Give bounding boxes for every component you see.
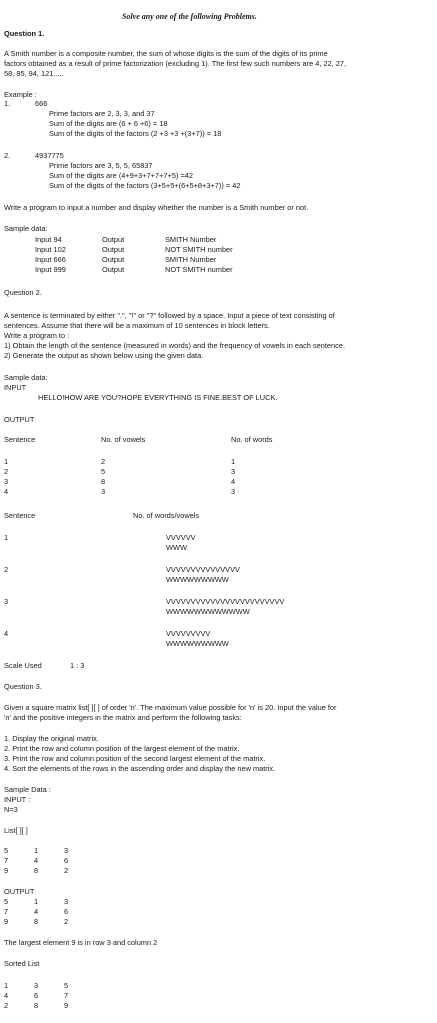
q1-title: Question 1.: [4, 29, 45, 38]
example-line: Sum of the digits of the factors (2 +3 +3 +(3+7)) = 18: [49, 129, 222, 138]
matrix-cell: 2: [64, 866, 69, 875]
matrix-cell: 9: [64, 1001, 69, 1010]
example-value: 666: [35, 99, 48, 108]
q2-input-text: HELLO!HOW ARE YOU?HOPE EVERYTHING IS FINE.BEST OF LUCK.: [38, 393, 278, 402]
q3-list-label: List[ ][ ]: [4, 826, 28, 835]
q3-intro-line: Given a square matrix list[ ][ ] of order 'n'. The maximum value possible for 'n' is 20. Input the value for: [4, 703, 337, 712]
matrix-cell: 4: [4, 991, 9, 1000]
matrix-cell: 4: [34, 907, 39, 916]
vowel-bar: VVVVVVVVVVVVVVVVVVVVVVVV: [166, 597, 285, 606]
q3-task: 3. Print the row and column position of the second largest element of the matrix.: [4, 754, 266, 763]
q3-input-label: INPUT :: [4, 795, 31, 804]
matrix-cell: 6: [34, 991, 39, 1000]
matrix-cell: 3: [64, 846, 69, 855]
matrix-cell: 5: [4, 897, 9, 906]
q2-sample-label: Sample data:: [4, 373, 48, 382]
matrix-cell: 8: [34, 917, 39, 926]
example-line: Sum of the digits are (4+9+3+7+7+7+5) =42: [49, 171, 194, 180]
sample-output-label: Output: [102, 245, 125, 254]
example-line: Sum of the digits are (6 + 6 +6) = 18: [49, 119, 168, 128]
table-header: Sentence: [4, 435, 36, 444]
q1-intro-line: factors obtained as a result of prime factorization (excluding 1). The first few such numbers are 4, 22, 27,: [4, 59, 347, 68]
vowel-bar: VVVVVVVVV: [166, 629, 211, 638]
q1-intro-line: 58, 85, 94, 121.....: [4, 69, 64, 78]
q3-n-line: N=3: [4, 805, 18, 814]
table-header: No. of words: [231, 435, 273, 444]
q3-largest-text: The largest element 9 is in row 3 and column 2: [4, 938, 158, 947]
q2-output-label: OUTPUT: [4, 415, 35, 424]
page-header: Solve any one of the following Problems.: [122, 12, 257, 21]
matrix-cell: 5: [64, 981, 69, 990]
word-bar: WWW: [166, 543, 187, 552]
example-line: Prime factors are 3, 5, 5, 65837: [49, 161, 153, 170]
example-number: 1.: [4, 99, 11, 108]
table-cell: 3: [4, 477, 9, 486]
example-number: 2.: [4, 151, 11, 160]
sample-input: Input 94: [35, 235, 62, 244]
chart-row-number: 1: [4, 533, 9, 542]
matrix-cell: 3: [64, 897, 69, 906]
q2-intro-line: sentences. Assume that there will be a maximum of 10 sentences in block letters.: [4, 321, 270, 330]
matrix-cell: 9: [4, 866, 9, 875]
matrix-cell: 4: [34, 856, 39, 865]
q2-intro-line: 2) Generate the output as shown below using the given data.: [4, 351, 204, 360]
word-bar: WWWWWWWWW: [166, 575, 229, 584]
matrix-cell: 2: [4, 1001, 9, 1010]
table-cell: 1: [231, 457, 236, 466]
sample-output-value: SMITH Number: [165, 235, 217, 244]
sample-input: Input 666: [35, 255, 66, 264]
table-cell: 2: [101, 457, 106, 466]
matrix-cell: 1: [34, 897, 39, 906]
table-cell: 1: [4, 457, 9, 466]
example-line: Sum of the digits of the factors (3+5+5+(6+5+8+3+7)) = 42: [49, 181, 241, 190]
sample-output-value: NOT SMITH number: [165, 265, 233, 274]
q2-input-label: INPUT: [4, 383, 27, 392]
matrix-cell: 2: [64, 917, 69, 926]
q1-task: Write a program to input a number and display whether the number is a Smith number or not.: [4, 203, 309, 212]
q3-task: 1. Display the original matrix.: [4, 734, 99, 743]
chart-row-number: 2: [4, 565, 9, 574]
matrix-cell: 7: [4, 856, 9, 865]
matrix-cell: 8: [34, 866, 39, 875]
sample-output-value: NOT SMITH number: [165, 245, 233, 254]
table-cell: 4: [231, 477, 236, 486]
table-cell: 3: [101, 487, 106, 496]
matrix-cell: 3: [34, 981, 39, 990]
scale-value: 1 : 3: [70, 661, 85, 670]
matrix-cell: 7: [64, 991, 69, 1000]
matrix-cell: 6: [64, 856, 69, 865]
example-line: Prime factors are 2, 3, 3, and 37: [49, 109, 155, 118]
table-cell: 5: [101, 467, 106, 476]
word-bar: WWWWWWWWWWWW: [166, 607, 250, 616]
vowel-bar: VVVVVV: [166, 533, 196, 542]
chart-header: Sentence: [4, 511, 36, 520]
table-cell: 4: [4, 487, 9, 496]
matrix-cell: 5: [4, 846, 9, 855]
q2-intro-line: Write a program to :: [4, 331, 70, 340]
q3-task: 2. Print the row and column position of the largest element of the matrix.: [4, 744, 240, 753]
q3-intro-line: 'n' and the positive integers in the matrix and perform the following tasks:: [4, 713, 242, 722]
q3-title: Question 3.: [4, 682, 42, 691]
sample-output-label: Output: [102, 235, 125, 244]
q2-title: Question 2.: [4, 288, 42, 297]
example-value: 4937775: [35, 151, 64, 160]
table-cell: 3: [231, 487, 236, 496]
word-bar: WWWWWWWWW: [166, 639, 229, 648]
sample-input: Input 999: [35, 265, 66, 274]
matrix-cell: 1: [4, 981, 9, 990]
sample-output-label: Output: [102, 265, 125, 274]
matrix-cell: 9: [4, 917, 9, 926]
q1-intro-line: A Smith number is a composite number, the sum of whose digits is the sum of the digits of its prime: [4, 49, 328, 58]
q3-sample-label: Sample Data :: [4, 785, 51, 794]
q3-sorted-label: Sorted List: [4, 959, 40, 968]
table-cell: 3: [231, 467, 236, 476]
q2-intro-line: A sentence is terminated by either ".", "!" or "?" followed by a space. Input a piece of text consisting of: [4, 311, 335, 320]
table-cell: 2: [4, 467, 9, 476]
sample-output-value: SMITH Number: [165, 255, 217, 264]
matrix-cell: 6: [64, 907, 69, 916]
q3-output-label: OUTPUT: [4, 887, 35, 896]
vowel-bar: VVVVVVVVVVVVVVV: [166, 565, 240, 574]
chart-header: No. of words/vowels: [133, 511, 200, 520]
sample-input: Input 102: [35, 245, 66, 254]
scale-label: Scale Used: [4, 661, 42, 670]
q3-task: 4. Sort the elements of the rows in the ascending order and display the new matrix.: [4, 764, 276, 773]
table-cell: 8: [101, 477, 106, 486]
q2-intro-line: 1) Obtain the length of the sentence (measured in words) and the frequency of vowels in each sentence.: [4, 341, 345, 350]
table-header: No. of vowels: [101, 435, 146, 444]
matrix-cell: 7: [4, 907, 9, 916]
matrix-cell: 1: [34, 846, 39, 855]
q1-sample-label: Sample data:: [4, 224, 48, 233]
matrix-cell: 8: [34, 1001, 39, 1010]
q1-example-label: Example :: [4, 90, 37, 99]
chart-row-number: 3: [4, 597, 9, 606]
chart-row-number: 4: [4, 629, 9, 638]
sample-output-label: Output: [102, 255, 125, 264]
